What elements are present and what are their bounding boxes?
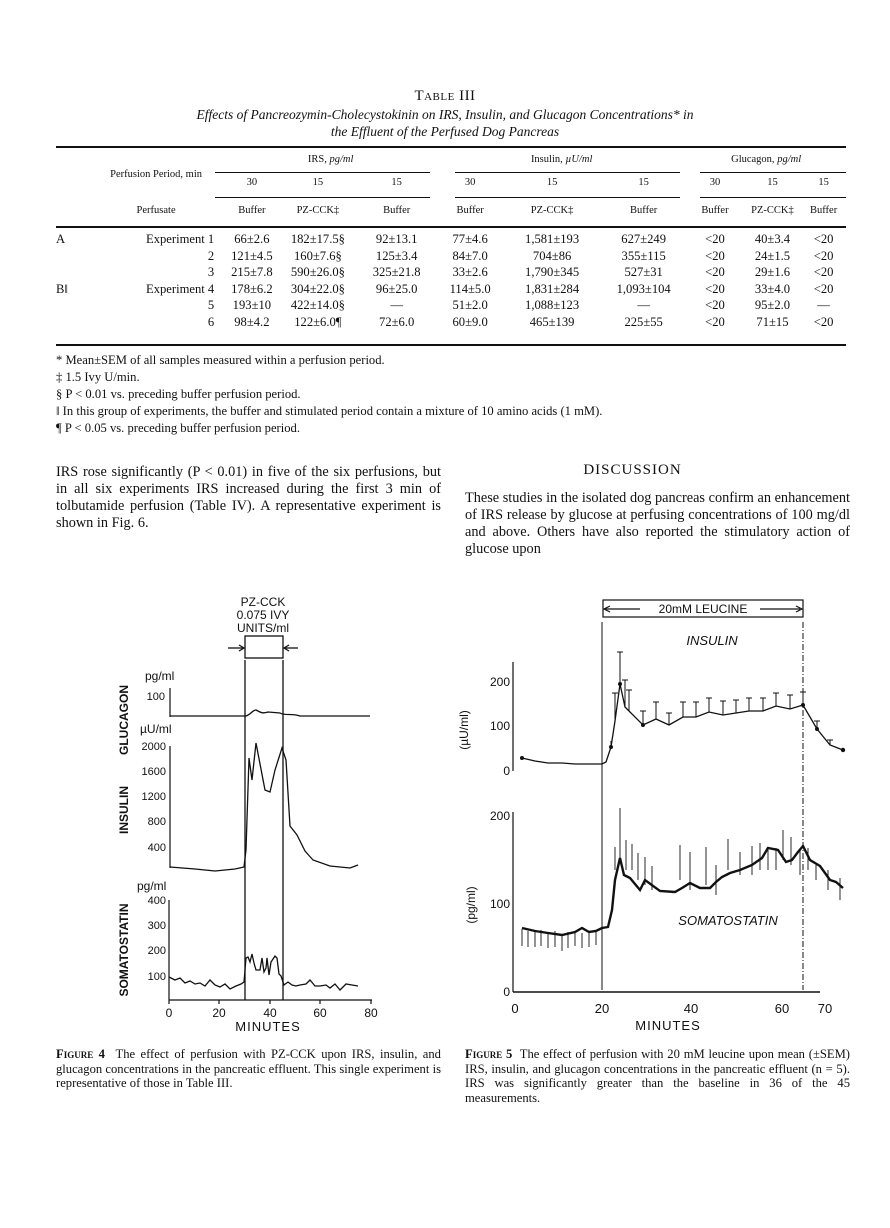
x-tick: 60 (313, 1006, 327, 1020)
value-cell: 355±115 (621, 248, 666, 263)
glucagon-axis-title: GLUCAGON (117, 685, 131, 755)
value-cell: — (817, 298, 830, 312)
x-tick: 60 (774, 1001, 790, 1016)
value-cell: 72±6.0 (379, 314, 415, 329)
figure-5-caption-text: The effect of perfusion with 20 mM leucine upon mean (±SEM) IRS, insulin, and glucagon concentrations in the pancreatic effluent (n = 5). IRS was significantly greater than the baseline in 36 of the 45 measurements. (465, 1047, 850, 1105)
value-cell: <20 (813, 265, 834, 279)
table-label (0, 88, 890, 105)
glucagon-unit: pg/ml (145, 669, 175, 683)
group-header-insulin (437, 148, 686, 170)
somatostatin-y-label: (pg/ml) (464, 886, 478, 924)
insulin-tick: 400 (147, 842, 166, 854)
perfusate-header-row (56, 195, 846, 225)
table-row (56, 314, 846, 331)
insulin-panel-title: INSULIN (686, 633, 738, 648)
discussion-paragraph: These studies in the isolated dog pancreas confirm an enhancement of IRS release by glucose at perfusing concentrations of 100 mg/dl and above. Others have also reported the stimulatory action of glucose upon (465, 490, 850, 557)
value-cell: 71±15 (756, 314, 789, 329)
footnote: ‡ 1.5 Ivy U/min. (56, 370, 140, 384)
somatostatin-tick: 200 (147, 945, 166, 957)
somatostatin-tick: 400 (147, 895, 166, 907)
x-axis-label: MINUTES (635, 1018, 701, 1033)
perfusate-cell: Buffer (630, 204, 658, 216)
insulin-tick: 1200 (141, 791, 166, 803)
perfusate-cell: PZ-CCK‡ (296, 204, 340, 216)
footnote: § P < 0.01 vs. preceding buffer perfusion period. (56, 387, 301, 401)
period-header-label: Perfusion Period, min (110, 168, 202, 180)
somatostatin-error-bars (522, 808, 840, 951)
value-cell: 304±22.0§ (290, 281, 345, 296)
x-tick: 20 (212, 1006, 226, 1020)
period-cell: 15 (391, 177, 402, 188)
insulin-mean-line (522, 684, 843, 764)
x-tick: 40 (263, 1006, 277, 1020)
footnote: * Mean±SEM of all samples measured within a perfusion period. (56, 353, 385, 367)
value-cell: 95±2.0 (754, 298, 791, 312)
stimulus-label-line: PZ-CCK (240, 595, 286, 609)
value-cell: 182±17.5§ (290, 232, 345, 246)
value-cell: 422±14.0§ (290, 298, 345, 312)
figure-4-label: Figure 4 (56, 1047, 105, 1061)
value-cell: <20 (705, 265, 725, 279)
value-cell: 33±2.6 (452, 265, 488, 279)
period-cell: 15 (818, 177, 829, 188)
x-tick: 70 (817, 1001, 833, 1016)
somatostatin-tick: 100 (147, 971, 166, 983)
figure-5-chart (450, 590, 850, 1040)
value-cell: 125±3.4 (375, 248, 418, 263)
figure-4-caption-text: The effect of perfusion with PZ-CCK upon IRS, insulin, and glucagon concentrations in the pancreatic effluent. This single experiment is representative of those in Table III. (56, 1047, 441, 1090)
value-cell: <20 (705, 298, 725, 312)
x-tick: 0 (511, 1001, 519, 1016)
value-cell: 121±4.5 (231, 248, 273, 263)
value-cell: 51±2.0 (452, 298, 488, 312)
insulin-tick: 800 (147, 816, 166, 828)
x-tick: 80 (364, 1006, 378, 1020)
period-cell: 30 (709, 177, 721, 188)
somatostatin-panel-title: SOMATOSTATIN (678, 913, 778, 928)
perfusate-cell: PZ-CCK‡ (530, 204, 574, 216)
perfusate-cell: Buffer (701, 204, 729, 216)
insulin-y-label: (µU/ml) (457, 710, 471, 750)
row-label: Experiment 1 (146, 232, 215, 246)
discussion-heading: DISCUSSION (583, 462, 682, 478)
table-caption-line-2: the Effluent of the Perfused Dog Pancreas (330, 124, 560, 139)
group-cell: B‖ (56, 281, 68, 296)
table-row (56, 297, 846, 314)
value-cell: 92±13.1 (375, 232, 418, 246)
somatostatin-tick: 0 (503, 985, 510, 999)
value-cell: <20 (705, 232, 725, 246)
value-cell: <20 (813, 248, 834, 263)
somatostatin-unit: pg/ml (137, 879, 167, 893)
value-cell: 627±249 (621, 232, 666, 246)
somatostatin-tick: 200 (489, 809, 510, 823)
insulin-unit: µU/ml (140, 722, 172, 736)
group-cell: A (56, 232, 66, 246)
table-caption-line-1: Effects of Pancreozymin-Cholecystokinin on IRS, Insulin, and Glucagon Concentrations* in (196, 107, 694, 122)
perfusate-cell: PZ-CCK‡ (751, 204, 794, 216)
table-row (56, 248, 846, 265)
somatostatin-tick: 100 (489, 897, 510, 911)
value-cell: 160±7.6§ (293, 248, 342, 263)
value-cell: 193±10 (232, 298, 272, 312)
footnote: ‖ In this group of experiments, the buffer and stimulated period contain a mixture of 10 amino acids (1 mM). (56, 404, 603, 418)
group-cell (56, 264, 88, 281)
value-cell: 98±4.2 (234, 314, 270, 329)
value-cell: <20 (705, 281, 725, 296)
row-label: Experiment 4 (146, 281, 215, 296)
value-cell: 704±86 (532, 248, 572, 263)
value-cell: <20 (813, 232, 834, 246)
group-header-glucagon (686, 148, 846, 170)
value-cell: 225±55 (624, 314, 663, 329)
value-cell: <20 (705, 248, 725, 263)
somatostatin-axis-title: SOMATOSTATIN (117, 903, 131, 997)
insulin-tick: 0 (503, 764, 510, 778)
period-cell: 15 (546, 177, 558, 188)
value-cell: 60±9.0 (452, 314, 488, 329)
insulin-tick: 100 (489, 719, 510, 733)
value-cell: 465±139 (529, 314, 575, 329)
table-caption (0, 106, 890, 140)
value-cell: — (637, 298, 650, 312)
insulin-tick: 1600 (141, 766, 166, 778)
value-cell: 33±4.0 (754, 281, 791, 296)
group-cell (56, 314, 88, 331)
perfusate-cell: Buffer (456, 204, 484, 216)
group-cell (56, 297, 88, 314)
table-bottom-rule (56, 344, 846, 346)
value-cell: 77±4.6 (452, 232, 488, 246)
perfusate-cell: Buffer (383, 204, 411, 216)
somatostatin-tick: 300 (147, 920, 166, 932)
glucagon-line (170, 710, 370, 716)
insulin-axis-title: INSULIN (117, 786, 131, 834)
insulin-tick: 200 (489, 675, 510, 689)
table-footnotes (56, 352, 602, 437)
somatostatin-line (169, 954, 358, 990)
group-name: Insulin, (530, 153, 563, 165)
value-cell: <20 (705, 314, 725, 329)
row-label: 6 (207, 314, 215, 329)
value-cell: 1,831±284 (525, 281, 580, 296)
period-cell: 15 (638, 177, 649, 188)
stimulus-label-line: UNITS/ml (237, 621, 289, 635)
value-cell: 1,093±104 (616, 281, 671, 296)
perfusate-cell: Buffer (238, 204, 266, 216)
group-name: IRS, (307, 153, 327, 165)
footnote: ¶ P < 0.05 vs. preceding buffer perfusion period. (56, 421, 300, 435)
data-table (56, 148, 846, 330)
value-cell: 84±7.0 (452, 248, 488, 263)
value-cell: 96±25.0 (375, 281, 418, 296)
stimulus-label-line: 0.075 IVY (236, 608, 290, 622)
x-tick: 40 (683, 1001, 699, 1016)
value-cell: 24±1.5 (754, 248, 791, 263)
group-header-irs (224, 148, 437, 170)
value-cell: 1,088±123 (525, 298, 580, 312)
period-cell: 15 (312, 177, 324, 188)
figure-4-caption (56, 1047, 441, 1091)
perfusate-cell: Buffer (809, 204, 838, 216)
value-cell: <20 (813, 314, 834, 329)
value-cell: 527±31 (624, 265, 663, 279)
table-row (56, 231, 846, 248)
period-header-row (56, 170, 846, 195)
insulin-error-bars (611, 652, 833, 747)
value-cell: — (390, 298, 403, 312)
row-label: 2 (207, 248, 215, 263)
row-label: 3 (207, 265, 215, 279)
period-cell: 15 (767, 177, 778, 188)
value-cell: 1,790±345 (525, 265, 580, 279)
group-unit: pg/ml (329, 153, 354, 165)
value-cell: <20 (813, 281, 834, 296)
table-label-text: Table III (414, 88, 476, 104)
value-cell: 1,581±193 (525, 232, 580, 246)
value-cell: 325±21.8 (372, 265, 421, 279)
value-cell: 122±6.0¶ (294, 314, 342, 329)
glucagon-tick: 100 (146, 691, 165, 703)
value-cell: 40±3.4 (754, 232, 791, 246)
period-cell: 30 (464, 177, 476, 188)
period-cell: 30 (246, 177, 258, 188)
group-unit: µU/ml (565, 153, 593, 165)
group-name: Glucagon, (731, 153, 775, 165)
x-axis-label: MINUTES (235, 1019, 301, 1034)
x-tick: 20 (594, 1001, 610, 1016)
value-cell: 29±1.6 (754, 265, 791, 279)
figure-4-chart (100, 590, 400, 1040)
stimulus-bar (228, 636, 298, 1000)
insulin-tick: 2000 (141, 741, 166, 753)
results-paragraph: IRS rose significantly (P < 0.01) in five of the six perfusions, but in all six experiments IRS increased during the first 3 min of tolbutamide perfusion (Table IV). A representative experiment is shown in Fig. 6. (56, 464, 441, 531)
value-cell: 590±26.0§ (290, 265, 345, 279)
x-tick: 0 (165, 1006, 173, 1020)
figure-5-label: Figure 5 (465, 1047, 513, 1061)
leucine-label: 20mM LEUCINE (658, 602, 748, 616)
table-row (56, 281, 846, 298)
row-label: 5 (207, 298, 215, 312)
value-cell: 66±2.6 (234, 232, 270, 246)
value-cell: 114±5.0 (449, 281, 491, 296)
table-row (56, 264, 846, 281)
figure-5-caption (465, 1047, 850, 1105)
value-cell: 215±7.8 (231, 265, 273, 279)
insulin-line (170, 743, 358, 871)
group-cell (56, 248, 88, 265)
perfusate-header-label: Perfusate (136, 204, 176, 216)
value-cell: 178±6.2 (231, 281, 273, 296)
group-unit: pg/ml (777, 153, 802, 165)
